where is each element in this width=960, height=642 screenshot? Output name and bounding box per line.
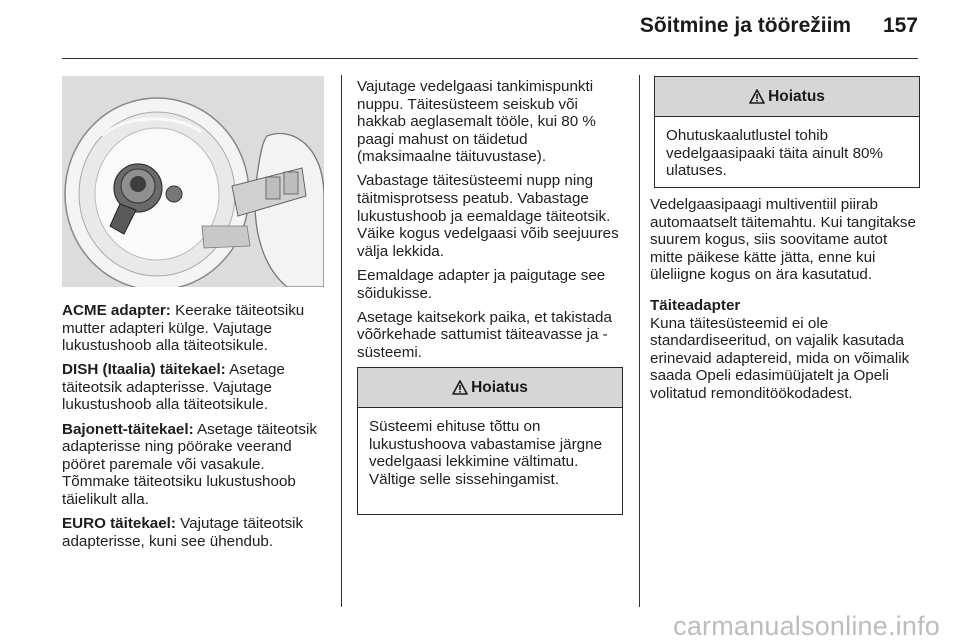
column-1 — [62, 302, 332, 557]
page-number: 157 — [882, 14, 918, 37]
warning-heading: Hoiatus — [768, 87, 825, 105]
watermark: carmanualsonline.info — [673, 611, 940, 641]
text-dish: Asetage täiteotsik adapterisse. Vajutage lukustushoob alla täiteotsikule. — [62, 361, 285, 414]
paragraph-acme — [62, 302, 332, 355]
column-3 — [650, 196, 922, 416]
lead-acme: ACME adapter: — [62, 302, 171, 319]
header-rule — [62, 58, 918, 59]
warning-text: Ohutuskaalutlustel tohib vedelgaasipaaki täita ainult 80% ulatuses. — [666, 127, 883, 180]
lead-euro: EURO täitekael: — [62, 515, 176, 533]
paragraph: Eemaldage adapter ja paigutage see sõidukisse. — [357, 266, 606, 302]
lead-dish: DISH (Itaalia) täitekael: — [62, 361, 226, 379]
paragraph: Vajutage vedelgaasi tankimispunkti nuppu. Täitesüsteem seiskub või hakkab aeglasemalt tööle, kui 80 % paagi mahust on täidetud (maksimaalne täituvustase). — [357, 78, 596, 166]
warning-text: Süsteemi ehituse tõttu on lukustushoova vabastamise järgne vedelgaasi lekkimine vältimatu. Vältige selle sissehingamist. — [369, 418, 603, 488]
lead-bayonet: Bajonett-täitekael: — [62, 420, 194, 438]
lpg-filler-neck-image — [62, 76, 324, 287]
warning-triangle-icon — [749, 89, 765, 104]
page-header — [0, 14, 918, 38]
paragraph-adapters: Kuna täitesüsteemid ei ole standardiseeritud, on vajalik kasutada erinevaid adaptereid, mida on võimalik saada Opeli edasimüüjatelt ja Opeli volitatud remonditöökodadest. — [650, 314, 910, 402]
paragraph-euro — [62, 515, 332, 550]
column-divider-2 — [639, 75, 640, 607]
subheading-filler-adapter: Täiteadapter — [650, 296, 741, 314]
paragraph-bayonet — [62, 421, 332, 509]
text-euro: Vajutage täiteotsik adapterisse, kuni see ühendub. — [62, 515, 304, 550]
paragraph-dish — [62, 361, 332, 414]
warning-header — [358, 368, 622, 408]
column-2 — [357, 78, 625, 368]
paragraph: Asetage kaitsekork paika, et takistada võõrkehade sattumist täiteavasse ja -süsteemi. — [357, 308, 612, 361]
paragraph: Vabastage täitesüsteemi nupp ning täitmisprotsess peatub. Vabastage lukustushoob ja eemaldage täiteotsik. Väike kogus vedelgaasi võib seejuures välja lekkida. — [357, 172, 619, 260]
paragraph-multivalve: Vedelgaasipaagi multiventiil piirab automaatselt täitemahtu. Kui tangitakse suurem kogus, siis soovitame autot mitte päikese kätte jätta, enne kui üleliigne kogus on ära kasutatud. — [650, 196, 916, 284]
warning-box-fill-limit — [654, 76, 920, 188]
column-divider-1 — [341, 75, 342, 607]
warning-heading: Hoiatus — [471, 378, 528, 396]
section-title: Sõitmine ja töörežiim — [639, 14, 852, 37]
text-bayonet: Asetage täiteotsik adapterisse ning pöörake veerand pööret paremale või vasakule. Tõmmake täiteotsiku lukustushoob täielikult alla. — [62, 420, 317, 508]
warning-header — [655, 77, 919, 117]
warning-box-leak — [357, 367, 623, 515]
text-acme: Keerake täiteotsiku mutter adapteri külge. Vajutage lukustushoob alla täiteotsikule. — [62, 302, 305, 355]
fuel-filler-illustration — [62, 76, 324, 287]
warning-triangle-icon — [452, 380, 468, 395]
